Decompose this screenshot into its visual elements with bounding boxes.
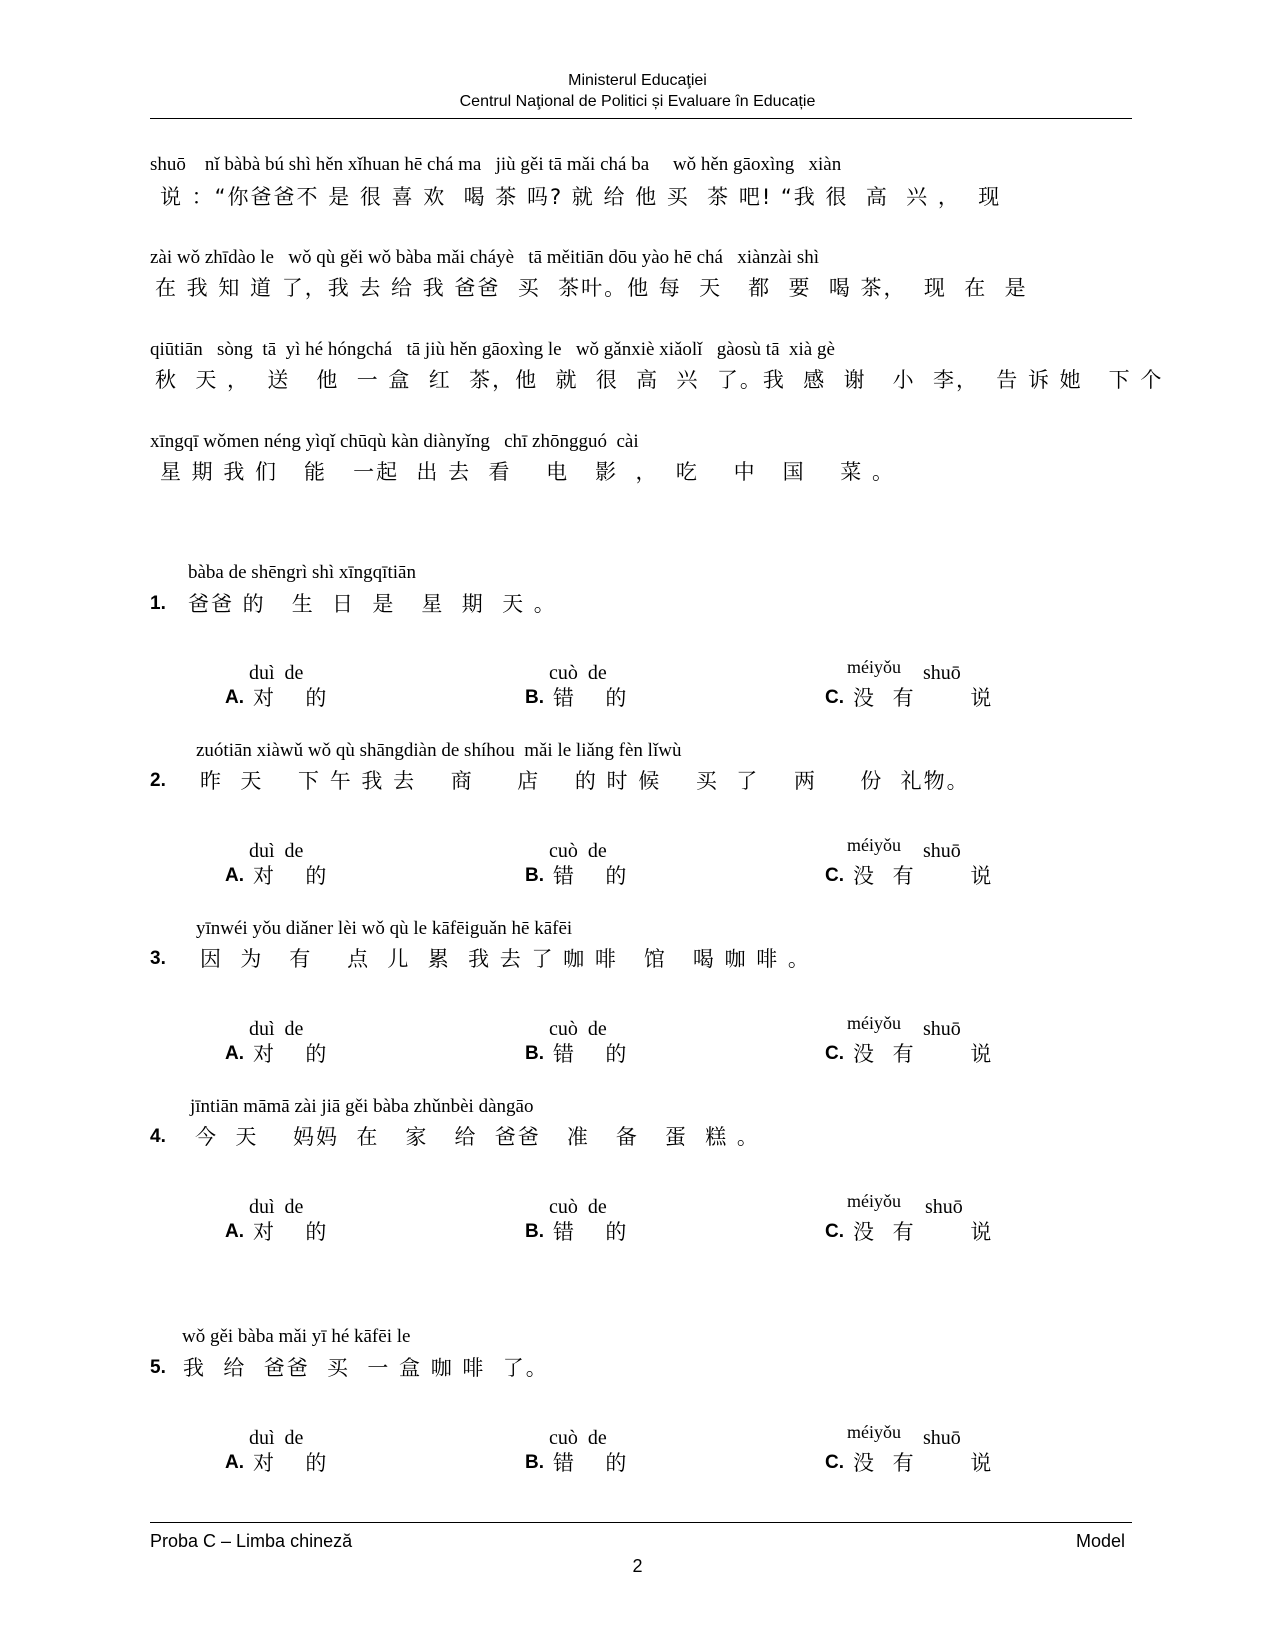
passage-hanzi-line: 说 ：“你爸爸不 是 很 喜 欢 喝 茶 吗? 就 给 他 买 茶 吧! “我 很 高 兴 ， 现 [160, 185, 1002, 209]
option-pinyin: shuō [923, 840, 961, 862]
header-ministry: Ministerul Educaţiei [568, 72, 707, 89]
option-label: 对 的 [253, 1042, 333, 1066]
passage-pinyin-line: xīngqī wǒmen néng yìqǐ chūqù kàn diànyǐng chī zhōngguó cài [150, 431, 639, 452]
option-letter: C. [825, 687, 844, 708]
question-pinyin: bàba de shēngrì shì xīngqītiān [188, 562, 416, 583]
question-pinyin: jīntiān māmā zài jiā gěi bàba zhǔnbèi dàngāo [190, 1096, 534, 1117]
question-number: 3. [150, 948, 166, 969]
option-letter: B. [525, 1452, 544, 1473]
header-divider [150, 118, 1132, 119]
option-letter: C. [825, 1221, 844, 1242]
option-letter: B. [525, 865, 544, 886]
option-label: 没 有 说 [853, 1220, 998, 1244]
option-a-true[interactable] [225, 1018, 455, 1070]
option-pinyin: shuō [923, 1018, 961, 1040]
option-c-not-stated[interactable] [825, 1013, 1055, 1070]
passage-pinyin-line: shuō nǐ bàbà bú shì hěn xǐhuan hē chá ma jiù gěi tā mǎi chá ba wǒ hěn gāoxìng xiàn [150, 154, 842, 175]
option-pinyin: cuò de [549, 1018, 607, 1040]
option-letter: A. [225, 865, 244, 886]
option-pinyin: shuō [925, 1196, 963, 1218]
footer-model-label: Model [1075, 1531, 1125, 1551]
question-statement: 因 为 有 点 儿 累 我 去 了 咖 啡 馆 喝 咖 啡 。 [200, 947, 811, 971]
option-pinyin: méiyǒu [847, 1013, 901, 1033]
option-pinyin: méiyǒu [847, 835, 901, 855]
passage-pinyin-line: zài wǒ zhīdào le wǒ qù gěi wǒ bàba mǎi cháyè tā měitiān dōu yào hē chá xiànzài shì [150, 247, 819, 268]
option-pinyin: cuò de [549, 1427, 607, 1449]
option-pinyin: duì de [249, 1018, 304, 1040]
question-statement: 今 天 妈妈 在 家 给 爸爸 准 备 蛋 糕 。 [195, 1125, 760, 1149]
option-a-true[interactable] [225, 1427, 455, 1479]
passage-pinyin-line: qiūtiān sòng tā yì hé hóngchá tā jiù hěn gāoxìng le wǒ gǎnxiè xiǎolǐ gàosù tā xià gè [150, 339, 835, 360]
option-pinyin: méiyǒu [847, 1191, 901, 1211]
option-label: 错 的 [553, 1042, 633, 1066]
option-b-false[interactable] [525, 662, 755, 714]
option-a-true[interactable] [225, 840, 455, 892]
option-letter: C. [825, 865, 844, 886]
option-pinyin: cuò de [549, 662, 607, 684]
option-letter: C. [825, 1452, 844, 1473]
option-label: 对 的 [253, 686, 333, 710]
option-letter: A. [225, 1043, 244, 1064]
option-label: 错 的 [553, 864, 633, 888]
option-pinyin: duì de [249, 840, 304, 862]
option-label: 对 的 [253, 1451, 333, 1475]
option-pinyin: cuò de [549, 1196, 607, 1218]
option-pinyin: shuō [923, 1427, 961, 1449]
option-c-not-stated[interactable] [825, 835, 1055, 892]
footer-divider [150, 1522, 1132, 1523]
option-label: 没 有 说 [853, 686, 998, 710]
option-letter: B. [525, 1043, 544, 1064]
option-label: 错 的 [553, 686, 633, 710]
option-pinyin: méiyǒu [847, 657, 901, 677]
option-pinyin: duì de [249, 1427, 304, 1449]
passage-hanzi-line: 在 我 知 道 了，我 去 给 我 爸爸 买 茶叶。他 每 天 都 要 喝 茶， 现 在 是 [155, 276, 1028, 300]
option-pinyin: shuō [923, 662, 961, 684]
question-pinyin: wǒ gěi bàba mǎi yī hé kāfēi le [182, 1326, 411, 1347]
option-label: 错 的 [553, 1451, 633, 1475]
question-statement: 我 给 爸爸 买 一 盒 咖 啡 了。 [183, 1356, 549, 1380]
question-statement: 爸爸 的 生 日 是 星 期 天 。 [188, 592, 557, 616]
passage-hanzi-line: 秋 天 ， 送 他 一 盒 红 茶，他 就 很 高 兴 了。我 感 谢 小 李， 告 诉 她 下 个 [155, 368, 1164, 392]
option-letter: A. [225, 1452, 244, 1473]
option-c-not-stated[interactable] [825, 657, 1055, 714]
option-b-false[interactable] [525, 1196, 755, 1248]
page-number: 2 [632, 1556, 643, 1576]
option-c-not-stated[interactable] [825, 1191, 1055, 1248]
option-letter: A. [225, 687, 244, 708]
option-pinyin: méiyǒu [847, 1422, 901, 1442]
option-pinyin: duì de [249, 662, 304, 684]
option-label: 对 的 [253, 864, 333, 888]
option-b-false[interactable] [525, 840, 755, 892]
option-b-false[interactable] [525, 1427, 755, 1479]
option-letter: C. [825, 1043, 844, 1064]
header-center: Centrul Naţional de Politici și Evaluare în Educație [459, 93, 816, 110]
option-label: 错 的 [553, 1220, 633, 1244]
option-a-true[interactable] [225, 1196, 455, 1248]
option-a-true[interactable] [225, 662, 455, 714]
option-label: 对 的 [253, 1220, 333, 1244]
question-number: 1. [150, 593, 166, 614]
footer-exam-name: Proba C – Limba chineză [150, 1531, 353, 1551]
question-pinyin: yīnwéi yǒu diǎner lèi wǒ qù le kāfēiguǎn hē kāfēi [196, 918, 573, 939]
question-pinyin: zuótiān xiàwǔ wǒ qù shāngdiàn de shíhou mǎi le liǎng fèn lǐwù [196, 740, 682, 761]
option-letter: A. [225, 1221, 244, 1242]
question-statement: 昨 天 下 午 我 去 商 店 的 时 候 买 了 两 份 礼物。 [200, 769, 970, 793]
question-number: 4. [150, 1126, 166, 1147]
option-pinyin: duì de [249, 1196, 304, 1218]
option-pinyin: cuò de [549, 840, 607, 862]
option-label: 没 有 说 [853, 864, 998, 888]
passage-hanzi-line: 星 期 我 们 能 一起 出 去 看 电 影 ， 吃 中 国 菜 。 [160, 460, 895, 484]
option-label: 没 有 说 [853, 1042, 998, 1066]
question-number: 2. [150, 770, 166, 791]
option-label: 没 有 说 [853, 1451, 998, 1475]
option-c-not-stated[interactable] [825, 1422, 1055, 1479]
option-letter: B. [525, 687, 544, 708]
question-number: 5. [150, 1357, 166, 1378]
option-b-false[interactable] [525, 1018, 755, 1070]
option-letter: B. [525, 1221, 544, 1242]
